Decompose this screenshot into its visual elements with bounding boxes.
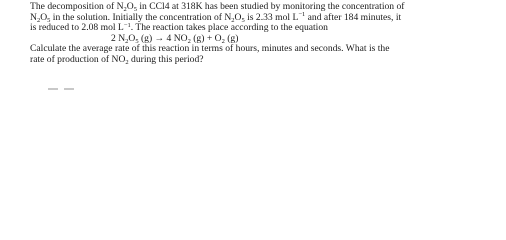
subscript: 2: [123, 6, 127, 13]
text-run: O: [40, 11, 48, 23]
text-run: (g) + O: [190, 32, 222, 44]
text-fragment: [48, 88, 58, 90]
text-run: 2 N: [111, 32, 126, 44]
problem-line-3: [30, 23, 500, 34]
text-run: O: [126, 1, 134, 12]
text-run: rate of production of NO: [30, 53, 126, 65]
problem-text: [30, 2, 500, 66]
text-run: and after 184 minutes, it: [305, 11, 402, 23]
subscript: 5: [241, 16, 245, 24]
subscript: 2: [125, 58, 129, 66]
problem-line-5: Calculate the average rate of this reaction in terms of hours, minutes and seconds. What is the: [30, 43, 390, 55]
text-run: . The reaction takes place according to the equation: [130, 22, 328, 34]
subscript: 2: [36, 16, 41, 24]
subscript: 5: [133, 6, 137, 13]
problem-line-6: [30, 55, 500, 66]
subscript: 2: [221, 37, 225, 45]
text-run: O: [234, 11, 242, 23]
text-run: O: [128, 32, 136, 44]
superscript: −1: [123, 21, 131, 29]
subscript: 2: [231, 16, 235, 24]
subscript: 2: [187, 37, 191, 45]
text-run: (g) → 4 NO: [138, 32, 188, 44]
text-run: in the solution. Initially the concentration of N: [50, 11, 232, 23]
text-fragment: [64, 88, 74, 90]
superscript: −1: [298, 11, 306, 19]
cropped-next-line-fragment: [48, 86, 108, 91]
text-run: in CCl4 at 318K has been studied by monitoring the concentration of: [136, 1, 405, 12]
text-run: (g): [224, 32, 239, 44]
text-run: The decomposition of N: [30, 1, 124, 12]
subscript: 5: [135, 37, 139, 45]
subscript: 5: [47, 16, 51, 24]
text-run: is 2.33 mol L: [244, 11, 299, 23]
text-run: N: [30, 11, 37, 23]
subscript: 2: [125, 37, 129, 45]
text-run: is reduced to 2.08 mol L: [30, 22, 124, 34]
text-run: during this period?: [128, 53, 204, 65]
